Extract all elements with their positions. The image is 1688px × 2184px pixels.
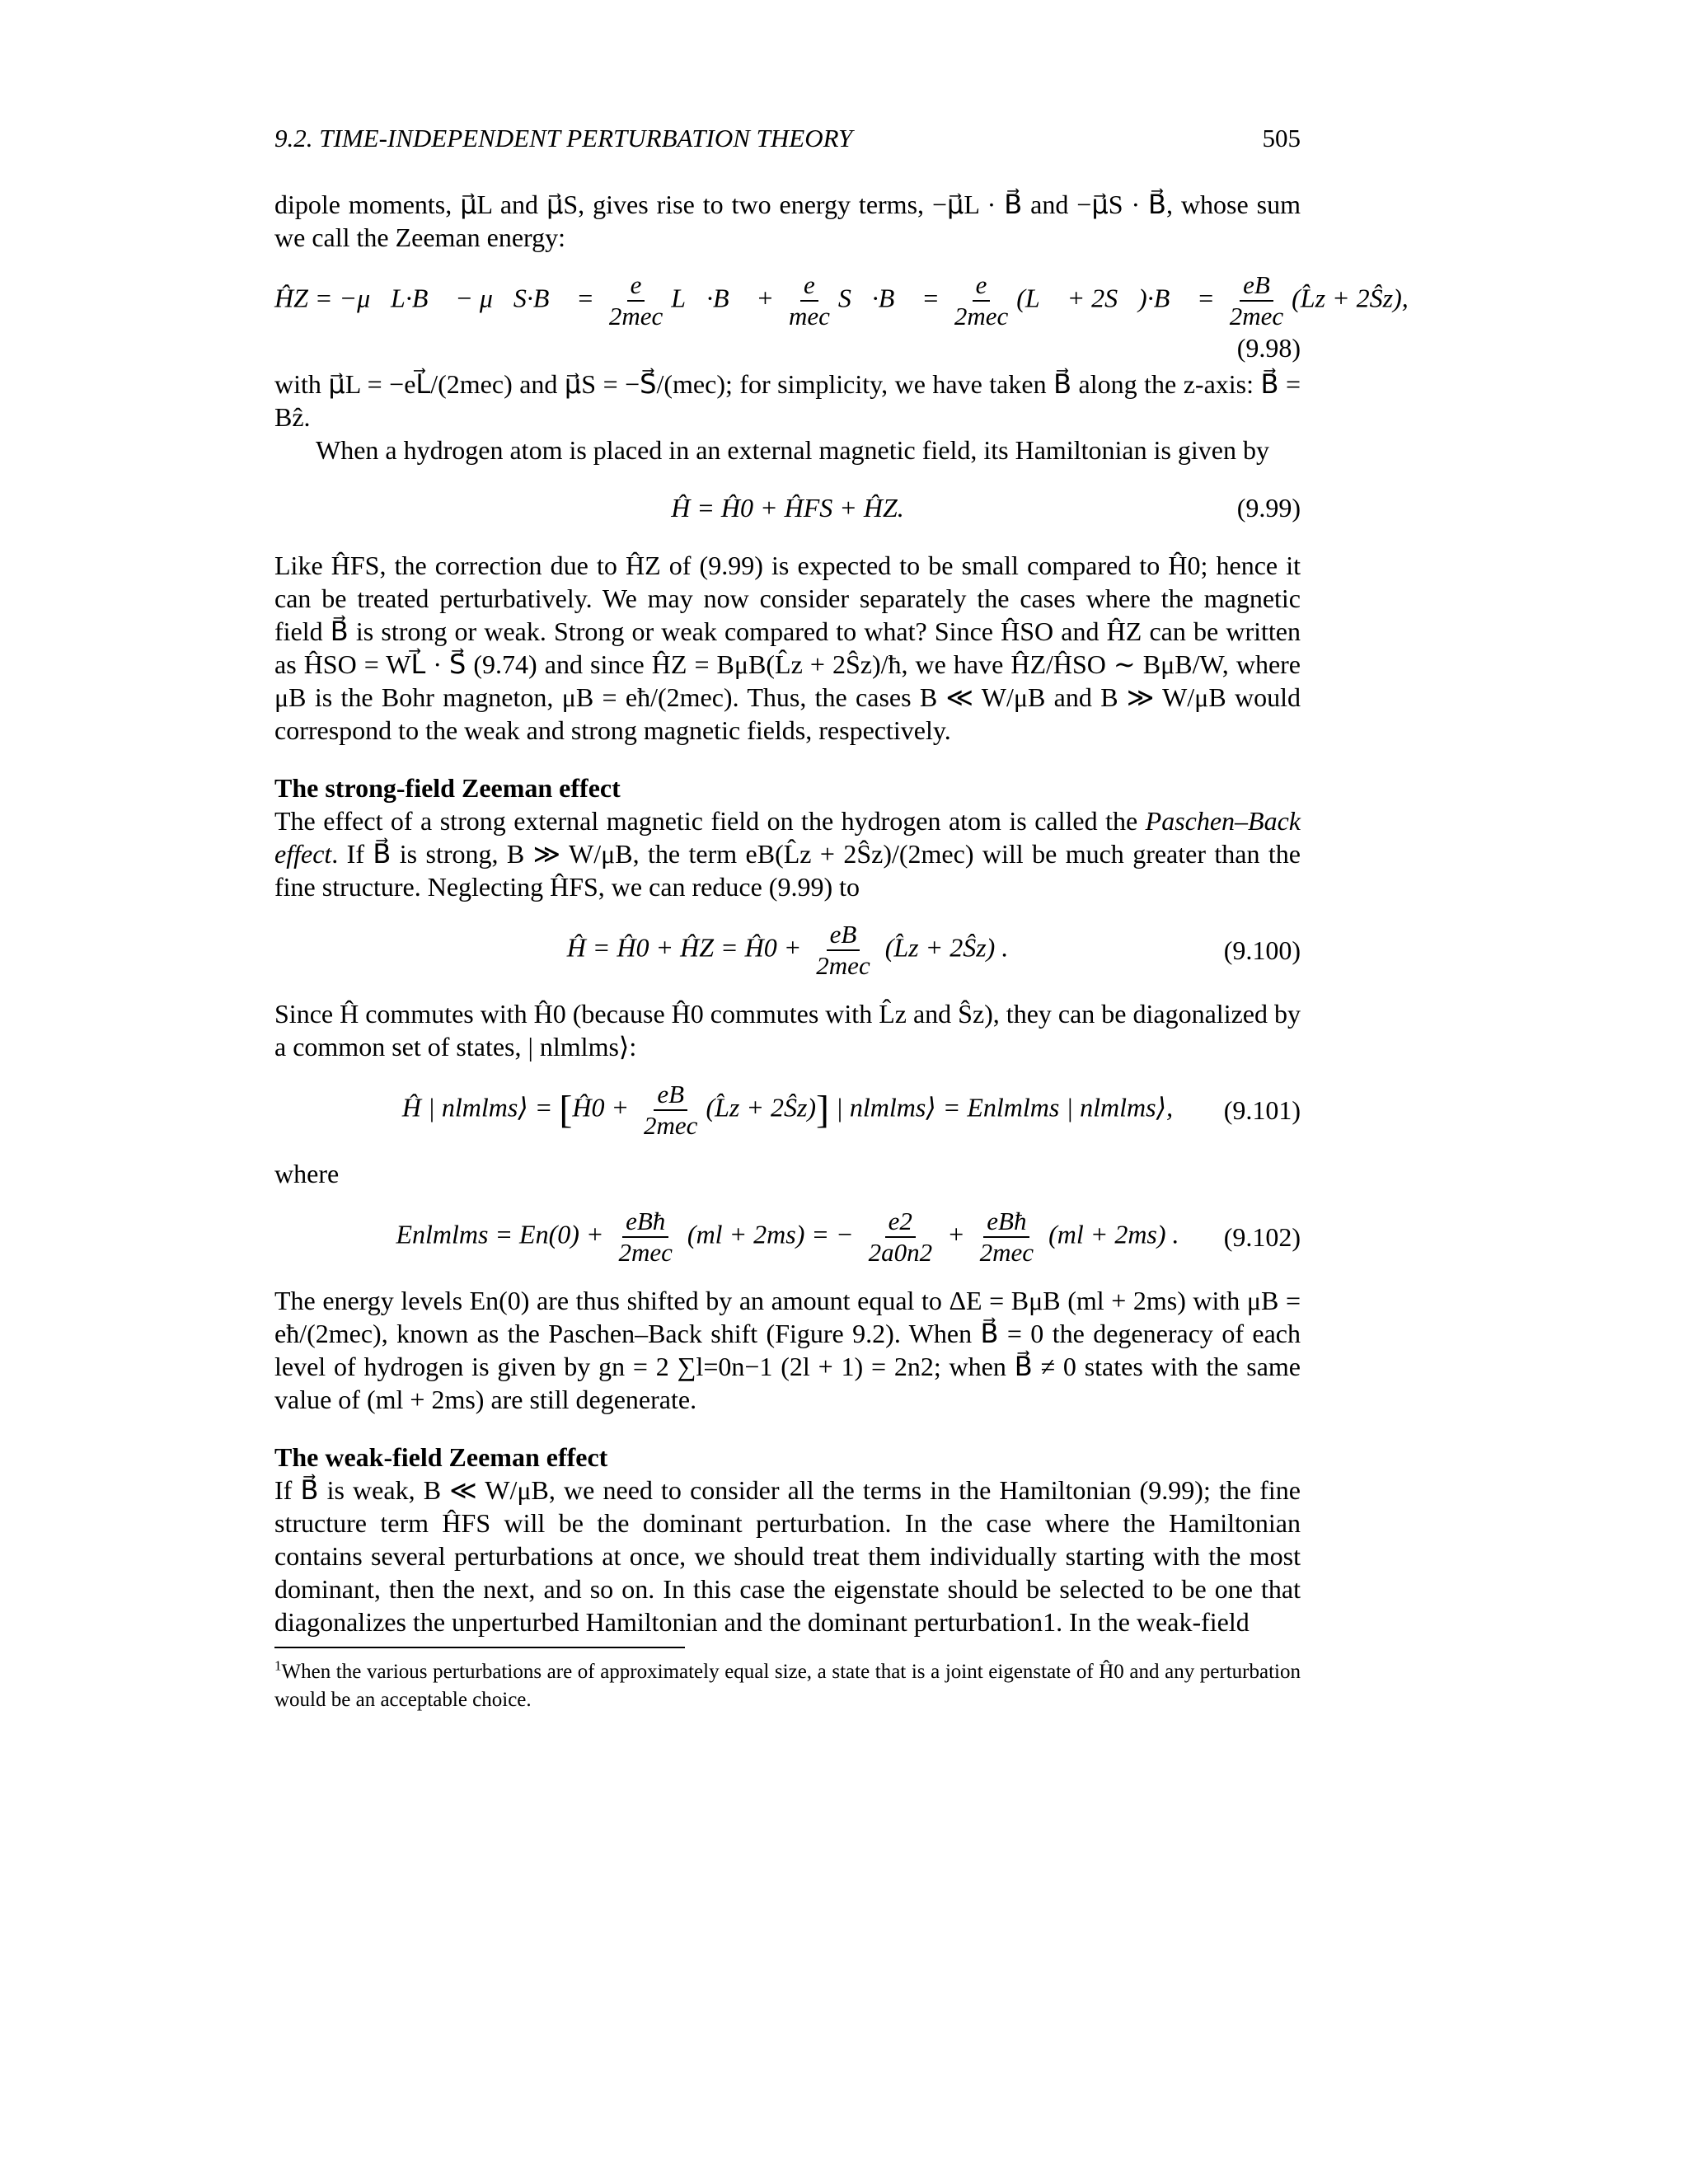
equation-number-9-98: (9.98) [1236,333,1301,363]
eq101-lhs: Ĥ | nlmlms⟩ = [401,1092,553,1122]
eq102-frac-3 [977,1207,1037,1268]
eq101-frac [640,1080,701,1141]
eq98-term-1: L⃗·B⃗ + [671,283,774,313]
eq98-lhs: ĤZ = −μ⃗L·B⃗ − μ⃗S·B⃗ = [274,283,594,313]
eq98-frac-1-num: e [627,270,645,302]
equation-9-99 [274,483,1301,532]
eq102-frac-2 [865,1207,936,1268]
footnote-mark: 1 [274,1657,282,1674]
eq98-frac-1 [606,270,666,331]
equation-number-9-101: (9.101) [1223,1095,1301,1125]
equation-9-102-body [396,1207,1179,1268]
equation-9-98 [274,270,1409,364]
paragraph-commutes: Since Ĥ commutes with Ĥ0 (because Ĥ0 commutes with L̂z and Ŝz), they can be diagonalized by a common set of states, | nlmlms⟩: [274,999,1301,1062]
eq100-frac-den: 2mec [816,951,870,980]
eq102-plus: + [947,1219,965,1249]
eq98-frac-2-den: mec [788,302,830,330]
paragraph-energy-levels: The energy levels En(0) are thus shifted by an amount equal to ΔE = BμB (ml + 2ms) with μB = eħ/(2mec), known as the Paschen–Back shift (Figure 9.2). When B⃗ = 0 the degeneracy of each level of hydrogen is given by gn = 2 ∑l=0n−1 (2l + 1) = 2n2; when B⃗ ≠ 0 states with the same value of (ml + 2ms) are still degenerate. [274,1286,1301,1414]
eq98-frac-4-den: 2mec [1229,302,1284,330]
paragraph-hydrogen-field: When a hydrogen atom is placed in an external magnetic field, its Hamiltonian is given by [316,435,1269,465]
equation-number-9-102: (9.102) [1223,1222,1301,1252]
equation-9-101 [274,1080,1301,1141]
eq102-frac-2-den: 2a0n2 [868,1238,933,1267]
equation-9-101-body [402,1080,1173,1141]
eq102-frac-3-den: 2mec [979,1238,1034,1267]
heading-strong-field: The strong-field Zeeman effect [274,773,621,803]
eq100-frac-num: eB [827,920,860,951]
paragraph-with-mu: with μ⃗L = −eL⃗/(2mec) and μ⃗S = −S⃗/(mec); for simplicity, we have taken B⃗ along the z-axis: B⃗ = Bẑ. [274,369,1301,432]
p5-text-b: . If B⃗ is strong, B ≫ W/μB, the term eB(L̂z + 2Ŝz)/(2mec) will be much greater than the fine structure. Neglecting ĤFS, we can reduce (9.99) to [274,839,1301,902]
eq100-lhs: Ĥ = Ĥ0 + ĤZ = Ĥ0 + [566,932,802,963]
eq101-inner-b: (L̂z + 2Ŝz) [706,1092,817,1122]
paragraph-like-hfs: Like ĤFS, the correction due to ĤZ of (9.99) is expected to be small compared to Ĥ0; hence it can be treated perturbatively. We may now consider separately the cases where the magnetic field B⃗ is strong or weak. Strong or weak compared to what? Since ĤSO and ĤZ can be written as ĤSO = WL⃗ · S⃗ (9.74) and since ĤZ = BμB(L̂z + 2Ŝz)/ħ, we have ĤZ/ĤSO ∼ BμB/W, where μB is the Bohr magneton, μB = eħ/(2mec). Thus, the cases B ≪ W/μB and B ≫ W/μB would correspond to the weak and strong magnetic fields, respectively. [274,551,1301,745]
eq98-frac-4-num: eB [1240,270,1273,302]
eq102-rhs: (ml + 2ms) . [1048,1219,1179,1249]
equation-9-100-body [567,920,1009,981]
eq102-frac-1-den: 2mec [618,1238,673,1267]
eq98-term-4: (L̂z + 2Ŝz), [1292,283,1409,313]
word-where: where [274,1159,340,1188]
heading-weak-field: The weak-field Zeeman effect [274,1442,608,1472]
equation-9-100 [274,920,1301,981]
footnote-rule [274,1647,685,1648]
eq98-frac-3-num: e [973,270,991,302]
eq100-rhs: (L̂z + 2Ŝz) . [884,932,1009,963]
eq102-frac-2-num: e2 [885,1207,916,1238]
eq98-term-2: S⃗·B⃗ = [837,283,940,313]
eq98-frac-2-num: e [800,270,818,302]
eq98-frac-1-den: 2mec [608,302,663,330]
footnote-text: When the various perturbations are of approximately equal size, a state that is a joint eigenstate of Ĥ0 and any perturbation would be an acceptable choice. [274,1661,1301,1711]
p5-text-a: The effect of a strong external magnetic field on the hydrogen atom is called the [274,806,1146,836]
paragraph-weak-field: If B⃗ is weak, B ≪ W/μB, we need to consider all the terms in the Hamiltonian (9.99); the fine structure term ĤFS will be the dominant perturbation. In the case where the Hamiltonian contains several perturbations at once, we should treat them individually starting with the most dominant, then the next, and so on. In this case the eigenstate should be selected to be one that diagonalizes the unperturbed Hamiltonian and the dominant perturbation1. In the weak-field [274,1475,1301,1637]
eq98-frac-3-den: 2mec [954,302,1009,330]
eq102-frac-3-num: eBħ [983,1207,1029,1238]
eq98-frac-3 [951,270,1011,331]
eq100-frac [813,920,873,981]
eq101-close-bracket: ] [816,1088,830,1132]
page [274,122,1409,1714]
eq101-frac-den: 2mec [644,1111,698,1140]
paragraph-paschen-back [274,804,1301,903]
eq102-frac-1-num: eBħ [622,1207,668,1238]
equation-9-98-body [274,270,1409,331]
paragraph-dipole-moments: dipole moments, μ⃗L and μ⃗S, gives rise to two energy terms, −μ⃗L · B⃗ and −μ⃗S · B⃗, whose sum we call the Zeeman energy: [274,190,1301,252]
eq101-open-bracket: [ [559,1088,573,1132]
page-number: 505 [1262,124,1301,152]
equation-number-9-100: (9.100) [1223,935,1301,965]
eq102-middle: (ml + 2ms) = − [687,1219,854,1249]
eq98-term-3: (L⃗ + 2S⃗)·B⃗ = [1016,283,1215,313]
eq102-frac-1 [616,1207,676,1268]
p5-emphasis: Paschen–Back effect [274,806,1301,869]
footnote [274,1658,1301,1714]
eq101-rhs: | nlmlms⟩ = Enlmlms | nlmlms⟩, [836,1092,1174,1122]
running-title: 9.2. TIME-INDEPENDENT PERTURBATION THEORY [274,124,853,152]
running-head [274,122,1301,155]
eq98-frac-4 [1226,270,1287,331]
eq101-inner-a: Ĥ0 + [572,1092,630,1122]
eq102-lhs: Enlmlms = En(0) + [396,1219,604,1249]
equation-number-9-99: (9.99) [1236,493,1301,523]
equation-9-99-body: Ĥ = Ĥ0 + ĤFS + ĤZ. [671,493,904,523]
equation-9-102 [274,1207,1301,1268]
eq98-frac-2 [785,270,833,331]
eq101-frac-num: eB [654,1080,687,1111]
